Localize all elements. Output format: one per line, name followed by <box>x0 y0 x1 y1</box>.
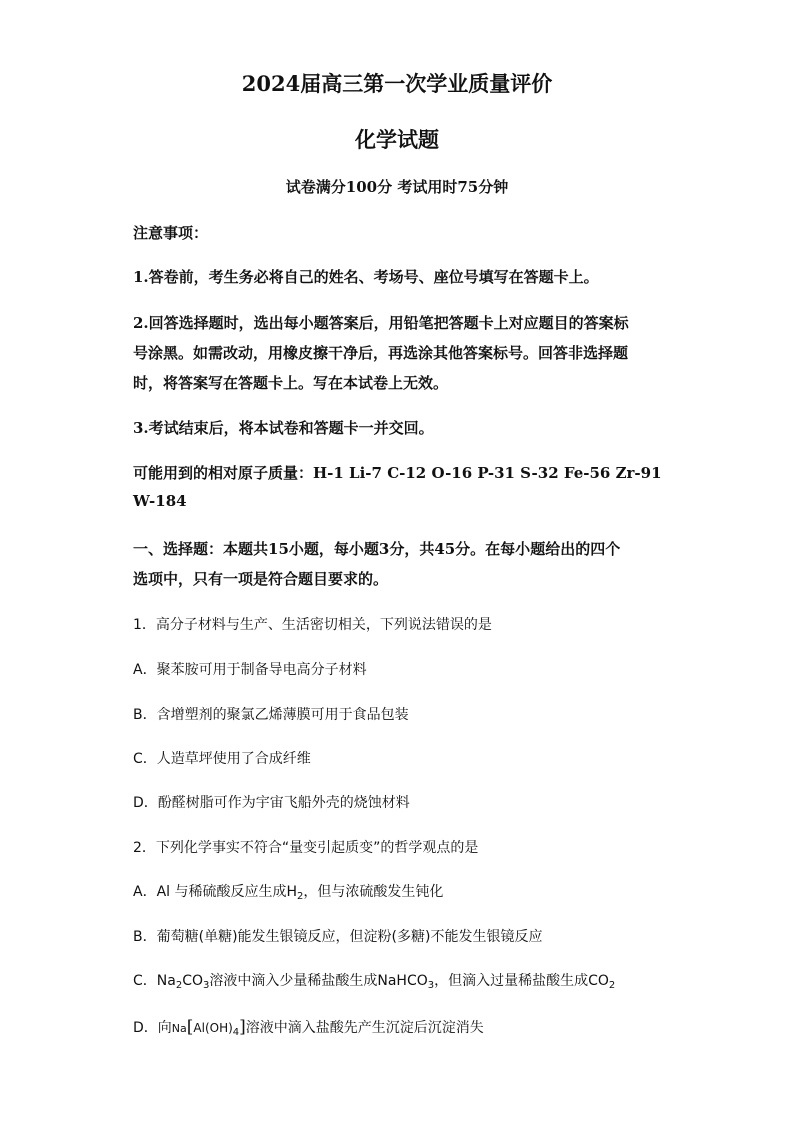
notes-heading: 注意事项： <box>133 224 209 242</box>
option-c-sub-3: 3 <box>427 980 435 991</box>
exam-title: 2024届高三第一次学业质量评价 <box>241 71 553 96</box>
question-2-option-a <box>133 881 443 901</box>
option-c-formula-co: CO <box>182 973 203 989</box>
exam-info: 试卷满分100分 考试用时75分钟 <box>285 178 509 196</box>
option-c-sub-2: 3 <box>203 980 210 991</box>
option-d-formula-na: Na <box>171 1022 187 1035</box>
question-1-option-c: C．人造草坪使用了合成纤维 <box>133 751 311 767</box>
option-a-text-end: ，但与浓硫酸发生钝化 <box>303 884 444 900</box>
section-1-line-1: 一、选择题：本题共15小题，每小题3分，共45分。在每小题给出的四个 <box>133 540 621 558</box>
subject-title: 化学试题 <box>355 127 439 152</box>
option-c-sub-4: 2 <box>608 980 616 991</box>
section-1-line-2: 选项中，只有一项是符合题目要求的。 <box>133 570 389 588</box>
option-d-text-end: 溶液中滴入盐酸先产生沉淀后沉淀消失 <box>245 1020 484 1036</box>
notes-item-1: 1.答卷前，考生务必将自己的姓名、考场号、座位号填写在答题卡上。 <box>133 268 599 286</box>
question-2-option-d <box>133 1017 484 1037</box>
option-c-sub-1: 2 <box>175 980 183 991</box>
option-d-left-bracket: [ <box>186 1017 194 1037</box>
atomic-mass-line-2: W-184 <box>133 492 187 510</box>
notes-item-2-line-3: 时，将答案写在答题卡上。写在本试卷上无效。 <box>133 374 449 392</box>
option-d-text-start: D．向 <box>133 1020 172 1036</box>
option-a-subscript: 2 <box>297 891 304 902</box>
question-2-option-b: B．葡萄糖(单糖)能发生银镜反应，但淀粉(多糖)不能发生银镜反应 <box>133 929 543 945</box>
question-1-option-a: A．聚苯胺可用于制备导电高分子材料 <box>133 662 367 678</box>
notes-item-2-line-2: 号涂黑。如需改动，用橡皮擦干净后，再选涂其他答案标号。回答非选择题 <box>133 344 629 362</box>
question-1-option-b: B．含增塑剂的聚氯乙烯薄膜可用于食品包装 <box>133 707 409 723</box>
question-1-option-d: D．酚醛树脂可作为宇宙飞船外壳的烧蚀材料 <box>133 795 410 811</box>
notes-item-3: 3.考试结束后，将本试卷和答题卡一并交回。 <box>133 419 434 437</box>
option-d-subscript: 4 <box>232 1027 240 1038</box>
question-2-option-c <box>133 970 615 990</box>
option-c-text-mid: 溶液中滴入少量稀盐酸生成NaHCO <box>209 973 428 989</box>
option-c-label: C．Na <box>133 973 176 989</box>
question-2-stem: 2．下列化学事实不符合“量变引起质变”的哲学观点的是 <box>133 840 479 856</box>
notes-item-2-line-1: 2.回答选择题时，选出每小题答案后，用铅笔把答题卡上对应题目的答案标 <box>133 314 629 332</box>
question-1-stem: 1．高分子材料与生产、生活密切相关，下列说法错误的是 <box>133 617 492 633</box>
option-c-text-end: ，但滴入过量稀盐酸生成CO <box>434 973 609 989</box>
option-a-text-start: A．Al 与稀硫酸反应生成H <box>133 884 298 900</box>
atomic-mass-line-1: 可能用到的相对原子质量：H-1 Li-7 C-12 O-16 P-31 S-32 Fe-56 Zr-91 <box>133 464 662 482</box>
option-d-right-bracket: ] <box>239 1017 246 1037</box>
option-d-formula-al: Al(OH) <box>193 1021 233 1035</box>
